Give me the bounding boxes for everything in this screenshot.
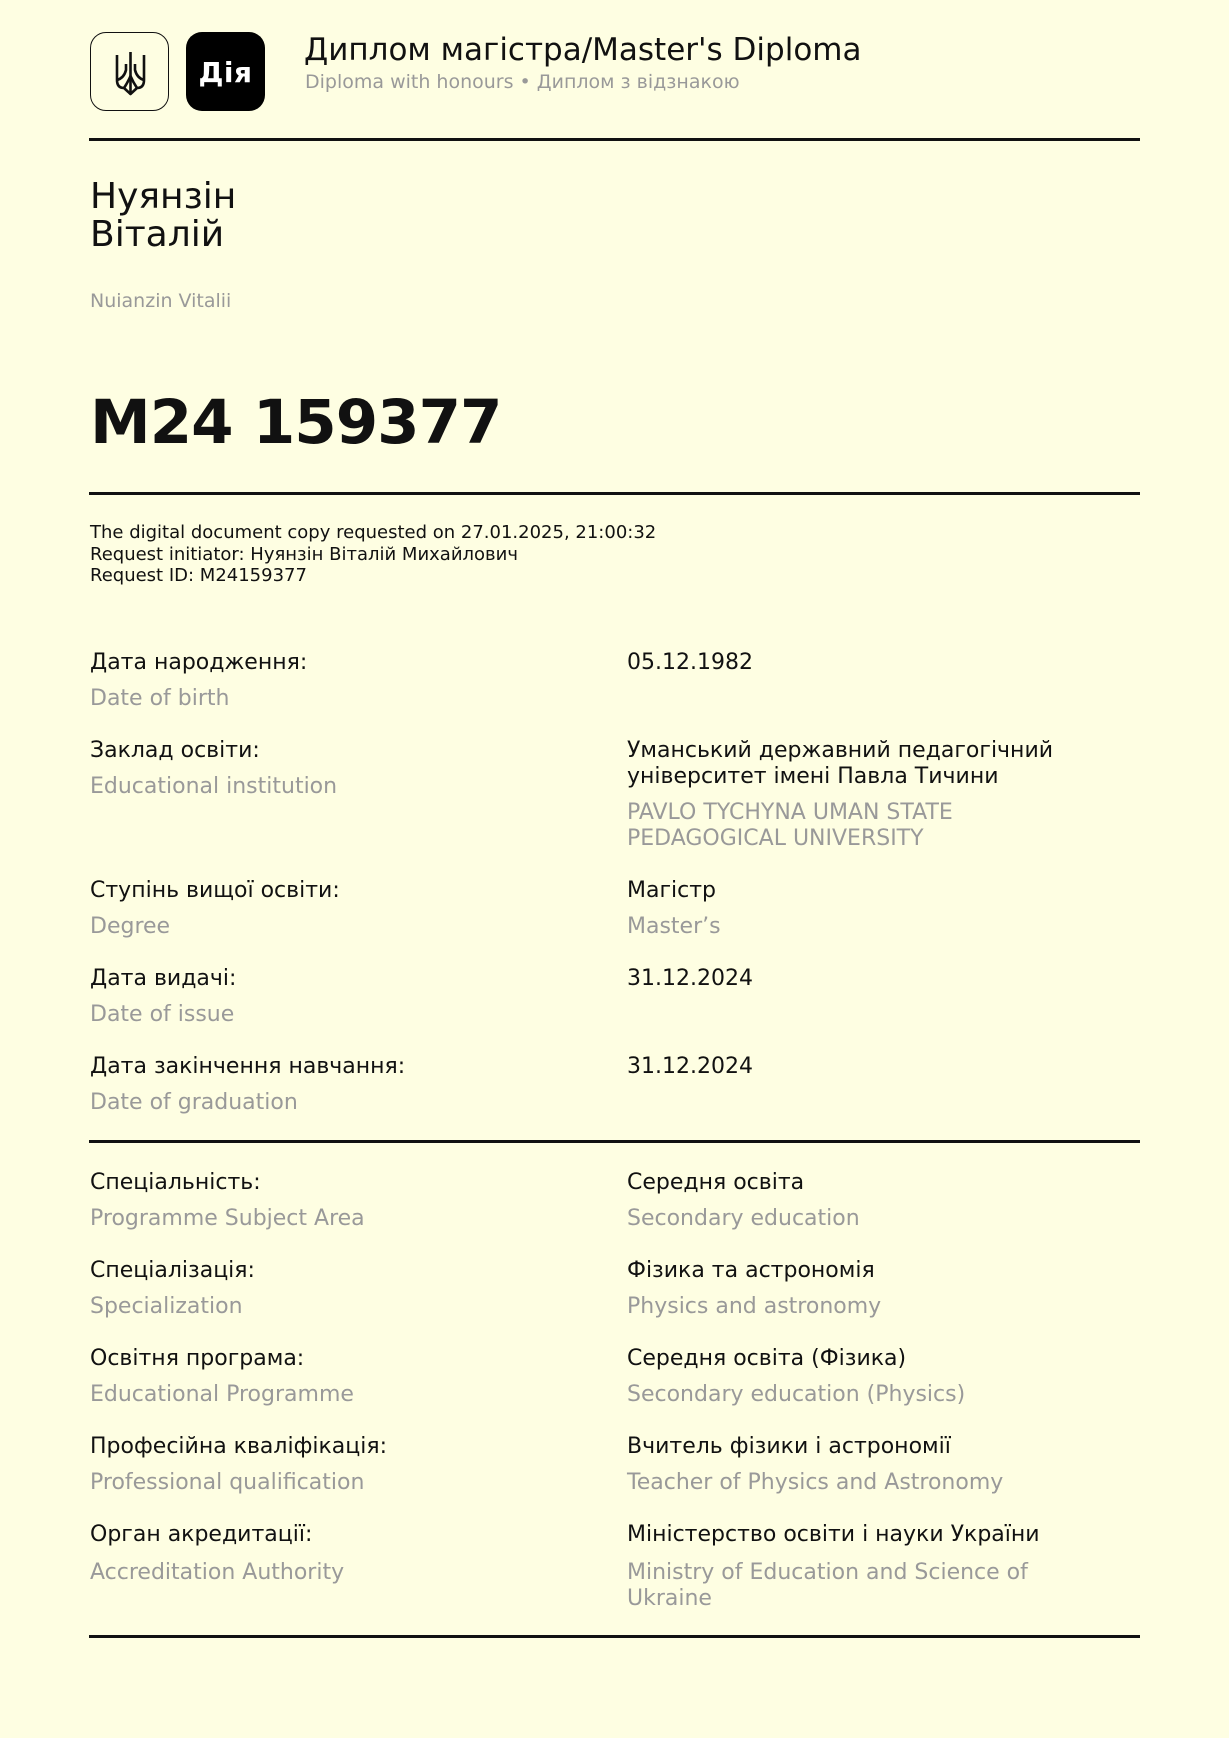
institution-value: [627, 738, 1053, 790]
trident-icon: [114, 50, 147, 96]
holder-name: [90, 178, 236, 254]
program-label: Освітня програма:: [90, 1346, 305, 1371]
degree-value: Магістр: [627, 878, 717, 903]
specialization-label-en: Specialization: [90, 1294, 243, 1319]
specialization-value: Фізика та астрономія: [627, 1258, 875, 1283]
institution-value-en-line2: PEDAGOGICAL UNIVERSITY: [627, 826, 924, 851]
specialization-label: Спеціалізація:: [90, 1258, 255, 1283]
holder-latin-name: Nuianzin Vitalii: [90, 290, 232, 312]
request-initiator: Request initiator: Нуянзін Віталій Михайлович: [90, 543, 518, 565]
dob-label: Дата народження:: [90, 650, 308, 675]
institution-value-line2: університет імені Павла Тичини: [627, 764, 999, 789]
request-id: Request ID: M24159377: [90, 565, 307, 586]
degree-label-en: Degree: [90, 914, 171, 939]
request-timestamp: The digital document copy requested on 27.01.2025, 21:00:32: [90, 522, 657, 543]
qualification-value-en: Teacher of Physics and Astronomy: [627, 1470, 1004, 1495]
specialty-value: Середня освіта: [627, 1170, 805, 1195]
diia-logo: [186, 32, 265, 111]
qualification-label: Професійна кваліфікація:: [90, 1434, 388, 1459]
graduation-date-label-en: Date of graduation: [90, 1090, 298, 1115]
institution-value-line1: Уманський державний педагогічний: [627, 738, 1054, 763]
program-label-en: Educational Programme: [90, 1382, 354, 1407]
holder-surname: Нуянзін: [90, 176, 237, 217]
trident-logo: [90, 32, 169, 111]
accreditation-label-en: Accreditation Authority: [90, 1560, 345, 1585]
document-number: M24 159377: [90, 387, 502, 458]
accreditation-value-en-line1: Ministry of Education and Science of: [627, 1560, 1028, 1585]
issue-date-value: 31.12.2024: [627, 966, 753, 991]
dob-label-en: Date of birth: [90, 686, 230, 711]
specialty-label: Спеціальність:: [90, 1170, 261, 1195]
accreditation-value-en: [627, 1560, 1028, 1612]
divider: [89, 492, 1140, 495]
qualification-label-en: Professional qualification: [90, 1470, 365, 1495]
graduation-date-value: 31.12.2024: [627, 1054, 753, 1079]
dob-value: 05.12.1982: [627, 650, 753, 675]
institution-value-en: [627, 800, 953, 852]
issue-date-label: Дата видачі:: [90, 966, 237, 991]
degree-label: Ступінь вищої освіти:: [90, 878, 340, 903]
qualification-value: Вчитель фізики і астрономії: [627, 1434, 951, 1459]
program-value-en: Secondary education (Physics): [627, 1382, 966, 1407]
divider: [89, 1635, 1140, 1638]
diia-logo-text: Дія: [198, 56, 253, 89]
institution-label-en: Educational institution: [90, 774, 338, 799]
document-subtitle: Diploma with honours • Диплом з відзнакою: [305, 71, 740, 93]
specialty-label-en: Programme Subject Area: [90, 1206, 365, 1231]
divider: [89, 138, 1140, 141]
document-title: Диплом магістра/Master's Diploma: [304, 32, 862, 68]
institution-value-en-line1: PAVLO TYCHYNA UMAN STATE: [627, 800, 953, 825]
specialization-value-en: Physics and astronomy: [627, 1294, 882, 1319]
degree-value-en: Master’s: [627, 914, 721, 939]
program-value: Середня освіта (Фізика): [627, 1346, 907, 1371]
accreditation-label: Орган акредитації:: [90, 1522, 313, 1547]
issue-date-label-en: Date of issue: [90, 1002, 235, 1027]
accreditation-value-en-line2: Ukraine: [627, 1586, 712, 1611]
specialty-value-en: Secondary education: [627, 1206, 860, 1231]
accreditation-value: Міністерство освіти і науки України: [627, 1522, 1040, 1547]
divider: [89, 1140, 1140, 1143]
request-info: [90, 522, 656, 587]
institution-label: Заклад освіти:: [90, 738, 260, 763]
graduation-date-label: Дата закінчення навчання:: [90, 1054, 406, 1079]
holder-given-name: Віталій: [90, 214, 225, 255]
